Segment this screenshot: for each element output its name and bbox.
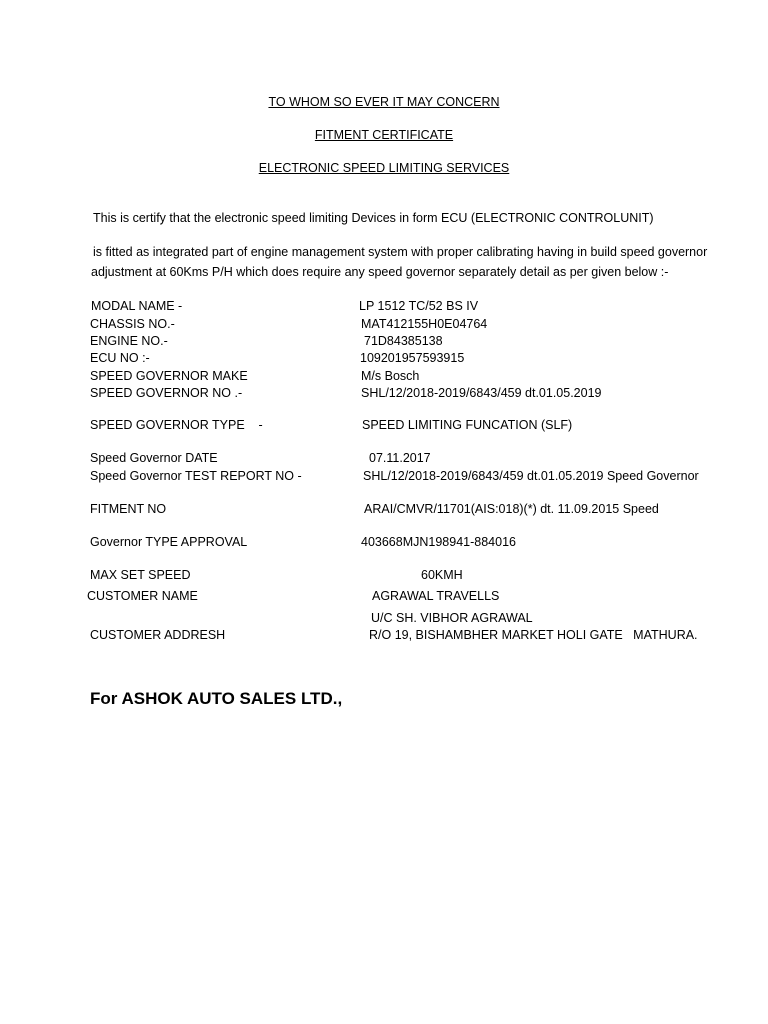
field-label-modal-name: MODAL NAME - bbox=[91, 299, 183, 313]
certify-paragraph: This is certify that the electronic speed limiting Devices in form ECU (ELECTRONIC CONTROLUNIT) bbox=[93, 211, 654, 225]
field-value-speed-governor-type: SPEED LIMITING FUNCATION (SLF) bbox=[362, 418, 573, 432]
field-value-engine-no: 71D84385138 bbox=[364, 334, 443, 348]
field-value-speed-governor-no: SHL/12/2018-2019/6843/459 dt.01.05.2019 bbox=[361, 386, 602, 400]
signature-company-line: For ASHOK AUTO SALES LTD., bbox=[90, 689, 343, 708]
heading-fitment-certificate: FITMENT CERTIFICATE bbox=[314, 128, 454, 142]
field-value-modal-name: LP 1512 TC/52 BS IV bbox=[359, 299, 479, 313]
field-value-customer-name: AGRAWAL TRAVELLS bbox=[372, 589, 500, 603]
field-label-max-set-speed: MAX SET SPEED bbox=[90, 568, 191, 582]
field-value-max-set-speed: 60KMH bbox=[421, 568, 463, 582]
field-label-ecu-no: ECU NO :- bbox=[90, 351, 150, 365]
field-value-ecu-no: 109201957593915 bbox=[360, 351, 465, 365]
field-label-customer-name: CUSTOMER NAME bbox=[87, 589, 198, 603]
field-value-speed-governor-date: 07.11.2017 bbox=[369, 451, 431, 465]
field-label-fitment-no: FITMENT NO bbox=[90, 502, 167, 516]
field-value-customer-address: R/O 19, BISHAMBHER MARKET HOLI GATE MATHURA. bbox=[369, 628, 698, 642]
field-label-speed-governor-no: SPEED GOVERNOR NO .- bbox=[90, 386, 243, 400]
field-label-speed-governor-date: Speed Governor DATE bbox=[90, 451, 218, 465]
fitment-paragraph-line-2: adjustment at 60Kms P/H which does require any speed governor separately detail as per given below :- bbox=[91, 265, 669, 279]
heading-to-whom-it-may-concern: TO WHOM SO EVER IT MAY CONCERN bbox=[268, 95, 500, 109]
field-label-engine-no: ENGINE NO.- bbox=[90, 334, 168, 348]
field-label-speed-governor-type: SPEED GOVERNOR TYPE - bbox=[90, 418, 263, 432]
field-value-chassis-no: MAT412155H0E04764 bbox=[361, 317, 488, 331]
fitment-paragraph-line-1: is fitted as integrated part of engine management system with proper calibrating having in build speed governor bbox=[93, 245, 708, 259]
field-value-fitment-no: ARAI/CMVR/11701(AIS:018)(*) dt. 11.09.2015 Speed bbox=[364, 502, 659, 516]
field-label-speed-governor-make: SPEED GOVERNOR MAKE bbox=[90, 369, 248, 383]
field-label-customer-address: CUSTOMER ADDRESH bbox=[90, 628, 226, 642]
field-value-governor-type-approval: 403668MJN198941-884016 bbox=[361, 535, 516, 549]
field-value-test-report-no: SHL/12/2018-2019/6843/459 dt.01.05.2019 Speed Governor bbox=[363, 469, 699, 483]
heading-electronic-speed-limiting-services: ELECTRONIC SPEED LIMITING SERVICES bbox=[258, 161, 510, 175]
field-label-chassis-no: CHASSIS NO.- bbox=[90, 317, 175, 331]
field-label-governor-type-approval: Governor TYPE APPROVAL bbox=[90, 535, 248, 549]
field-value-speed-governor-make: M/s Bosch bbox=[361, 369, 420, 383]
field-value-customer-care-of: U/C SH. VIBHOR AGRAWAL bbox=[371, 611, 533, 625]
field-label-test-report-no: Speed Governor TEST REPORT NO - bbox=[90, 469, 302, 483]
